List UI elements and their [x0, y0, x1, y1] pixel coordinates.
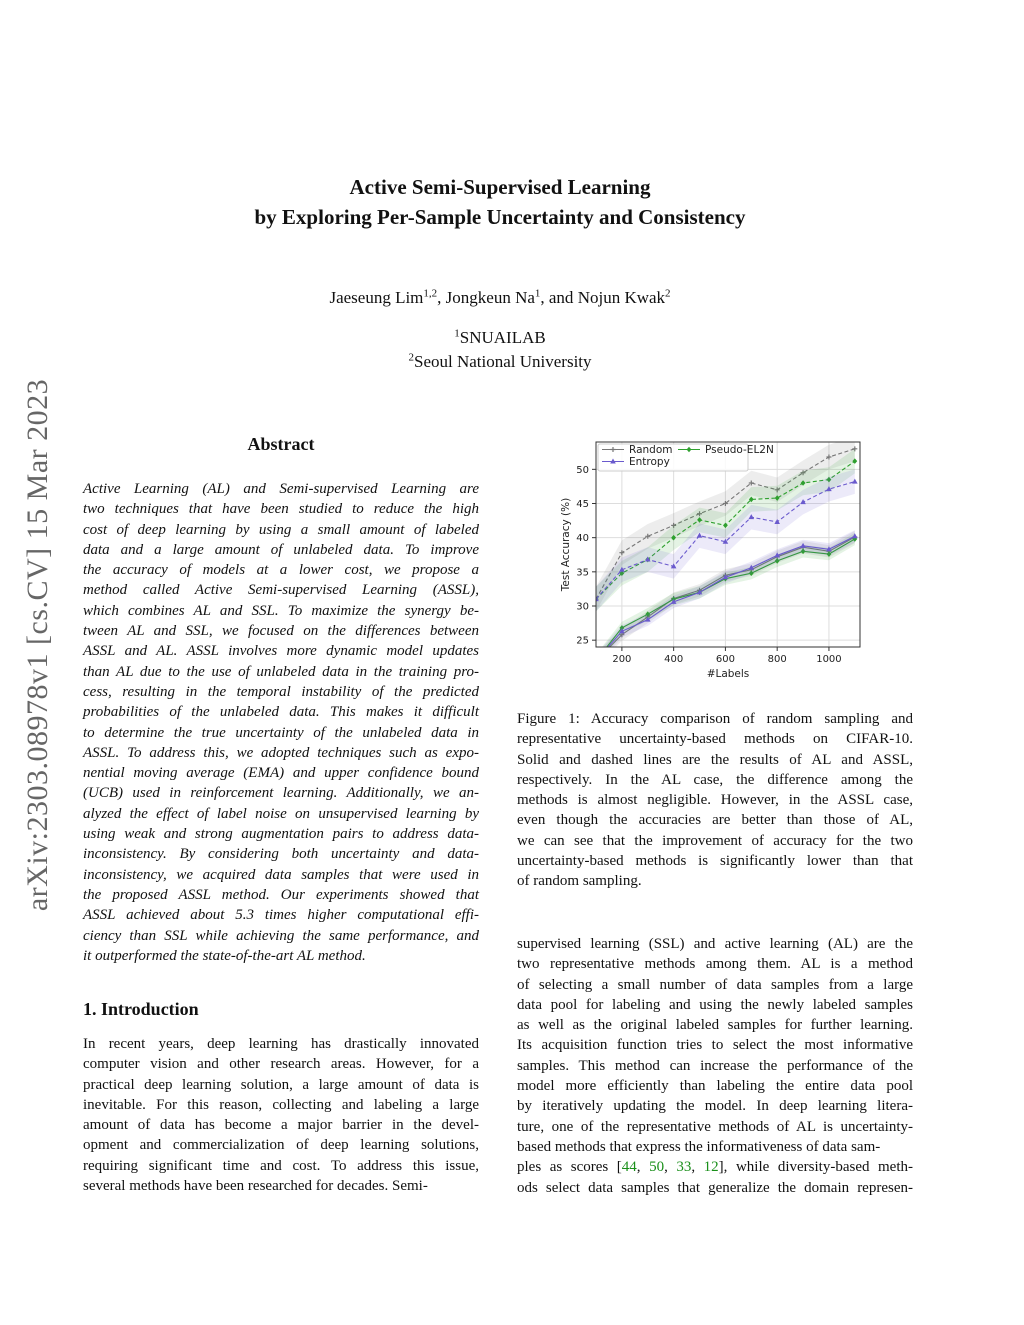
author-affiliation-mark: 2 — [665, 287, 671, 300]
author-name: Jongkeun Na — [445, 288, 535, 307]
author-list: Jaeseung Lim$^{1,2}$, Jongkeun Na$^1$, and Nojun Kwak$^2$ — [329, 287, 671, 307]
x-tick-label: 1000 — [816, 654, 842, 665]
abstract-line: inconsistency. By considering both uncertainty and data- — [83, 846, 479, 863]
abstract-line: it outperformed the state-of-the-art AL method. — [83, 947, 366, 964]
arxiv-identifier-stamp — [8, 350, 68, 940]
right-column-line: two representative methods among them. AL is a method — [517, 956, 913, 973]
abstract-line: ASSL. To address this, we adopted techniques such as expo- — [83, 744, 479, 761]
abstract-line: tween AL and SSL, we focused on the differences between — [83, 623, 479, 640]
abstract-line: the accuracy of models at a lower cost, we propose a — [83, 562, 479, 579]
abstract-line: (UCB) used in reinforcement learning. Additionally, we an- — [83, 785, 479, 802]
figure-1-accuracy-chart — [560, 437, 870, 687]
x-tick-label: 400 — [664, 654, 684, 665]
citation-link[interactable]: 33 — [676, 1159, 692, 1176]
citation-link[interactable]: 44 — [621, 1159, 637, 1176]
citation-link[interactable]: 50 — [649, 1159, 665, 1176]
right-column-line: as well as the original labeled samples for further learning. — [517, 1017, 913, 1034]
abstract-line: ASSL and AL. ASSL involves more dynamic model updates — [83, 643, 479, 660]
chart-svg — [560, 437, 870, 687]
introduction-line: opment and commercialization of deep learning solutions, — [83, 1137, 479, 1154]
data-point — [594, 658, 599, 664]
abstract-line: probabilities of the unlabeled data. This makes it difficult — [83, 704, 479, 721]
data-point — [594, 658, 599, 663]
figure-1-caption — [517, 709, 913, 892]
right-column-line: ods select data samples that generalize the domain represen- — [517, 1179, 913, 1196]
caption-line: representative uncertainty-based methods on CIFAR-10. — [517, 731, 913, 748]
abstract-line: ASSL achieved about 5.3 times higher computational effi- — [83, 907, 479, 924]
y-tick-label: 30 — [576, 601, 589, 613]
paper-title-line-1: Active Semi-Supervised Learning — [349, 175, 651, 199]
abstract-line: cost of deep learning by using a small amount of labeled — [83, 521, 479, 538]
introduction-line: computer vision and other research areas. However, for a — [83, 1056, 479, 1073]
abstract-line: nential moving average (EMA) and upper confidence bound — [83, 765, 479, 782]
caption-line: Figure 1: Accuracy comparison of random sampling and — [517, 711, 913, 727]
y-tick-label: 25 — [576, 635, 589, 647]
right-column-line: ture, one of the representative methods of AL is uncertainty- — [517, 1118, 913, 1135]
right-column-line-with-citations: ples as scores [44, 50, 33, 12], while diversity-based meth- — [517, 1159, 914, 1176]
paper-title-line-2: by Exploring Per-Sample Uncertainty and Consistency — [254, 205, 746, 229]
author-affiliation-mark: 1 — [534, 287, 541, 300]
legend-label: Pseudo-EL2N — [705, 444, 774, 456]
caption-line: respectively. In the AL case, the difference among the — [517, 771, 913, 788]
introduction-heading: 1. Introduction — [83, 999, 199, 1019]
author-name: Nojun Kwak — [577, 288, 666, 307]
right-column-body — [517, 934, 913, 1198]
caption-line: Solid and dashed lines are the results of AL and ASSL, — [517, 751, 913, 768]
author-name: Jaeseung Lim — [329, 288, 424, 307]
abstract-line: method called Active Semi-supervised Learning (ASSL), — [83, 582, 479, 599]
abstract-line: than AL due to the use of unlabeled data in the training pro- — [83, 663, 479, 680]
caption-line: we can see that the improvement of accuracy for the two — [517, 832, 913, 849]
abstract-line: which combines AL and SSL. To maximize the synergy be- — [83, 602, 479, 619]
introduction-line: practical deep learning solution, a large amount of data is — [83, 1076, 479, 1093]
caption-line: methods is almost negligible. However, in the ASSL case, — [517, 792, 913, 809]
caption-line: uncertainty-based methods is significantly lower than that — [517, 853, 913, 870]
introduction-line: requiring significant time and cost. To address this issue, — [83, 1157, 479, 1174]
abstract-line: alyzed the effect of label noise on unsupervised learning by — [83, 805, 479, 822]
right-column-line: based methods that express the informativeness of data sam- — [517, 1138, 881, 1155]
affiliation-2 — [150, 352, 850, 372]
line-text: ples as scores [ — [517, 1159, 622, 1176]
right-column-line: of selecting a small number of data samples from a large — [517, 976, 913, 993]
introduction-line: amount of data has become a major barrier in the devel- — [83, 1117, 479, 1134]
abstract-line: Active Learning (AL) and Semi-supervised Learning are — [83, 481, 479, 497]
y-tick-label: 45 — [576, 499, 589, 510]
affiliation-mark: 2 — [408, 351, 414, 364]
right-column-line: data pool for labeling and using the newly labeled samples — [517, 996, 913, 1013]
abstract-line: inconsistency, we acquired data samples that were used in — [83, 866, 479, 883]
abstract-line: the proposed ASSL method. Our experiments showed that — [83, 886, 479, 903]
right-column-line: samples. This method can increase the performance of the — [517, 1057, 913, 1074]
right-column-line: by iteratively updating the model. In deep learning litera- — [517, 1098, 913, 1115]
abstract-line: data and a large amount of unlabeled data. To improve — [83, 541, 479, 558]
x-tick-label: 600 — [715, 654, 735, 665]
right-column-line: Its acquisition function tries to select the most informative — [517, 1037, 913, 1054]
introduction-line: In recent years, deep learning has drastically innovated — [83, 1036, 479, 1052]
abstract-line: cess, resulting in the temporal instability of the predicted — [83, 683, 479, 700]
legend-label: Entropy — [629, 456, 670, 468]
affiliation-1 — [150, 328, 850, 348]
y-axis-label: Test Accuracy (%) — [560, 497, 572, 592]
abstract-body — [83, 479, 479, 966]
abstract-line: two techniques that have been studied to reduce the high — [83, 501, 479, 518]
x-tick-label: 800 — [767, 654, 787, 665]
abstract-line: using weak and strong augmentation pairs to address data- — [83, 826, 479, 843]
caption-line: even though the accuracies are better than those of AL, — [517, 812, 913, 829]
line-text: ], while diversity-based meth- — [718, 1159, 914, 1176]
right-column-line: model more efficiently than labeling the entire data pool — [517, 1078, 913, 1095]
introduction-body — [83, 1034, 479, 1196]
affiliation-name: Seoul National University — [413, 352, 592, 371]
y-tick-label: 35 — [576, 567, 589, 579]
y-tick-label: 40 — [576, 533, 589, 545]
abstract-line: ciency than SSL while achieving the same performance, and — [83, 927, 479, 944]
affiliation-mark: 1 — [454, 327, 460, 340]
y-tick-label: 50 — [576, 464, 589, 476]
abstract-line: to determine the true uncertainty of the unlabeled data in — [83, 724, 479, 741]
abstract-heading: Abstract — [247, 434, 315, 454]
legend-label: Random — [629, 444, 673, 456]
data-point — [593, 658, 599, 663]
affiliation-name: SNUAILAB — [459, 328, 546, 347]
arxiv-identifier-text: arXiv:2303.08978v1 [cs.CV] 15 Mar 2023 — [21, 378, 54, 912]
x-axis-label: #Labels — [706, 668, 750, 680]
introduction-line: inevitable. For this reason, collecting and labeling a large — [83, 1096, 479, 1113]
x-tick-label: 200 — [612, 654, 632, 665]
author-affiliation-mark: 1,2 — [423, 287, 438, 300]
citation-link[interactable]: 12 — [703, 1159, 719, 1176]
caption-line: of random sampling. — [517, 873, 642, 890]
introduction-line: several methods have been researched for decades. Semi- — [83, 1178, 428, 1195]
right-column-line: supervised learning (SSL) and active learning (AL) are the — [517, 936, 913, 952]
